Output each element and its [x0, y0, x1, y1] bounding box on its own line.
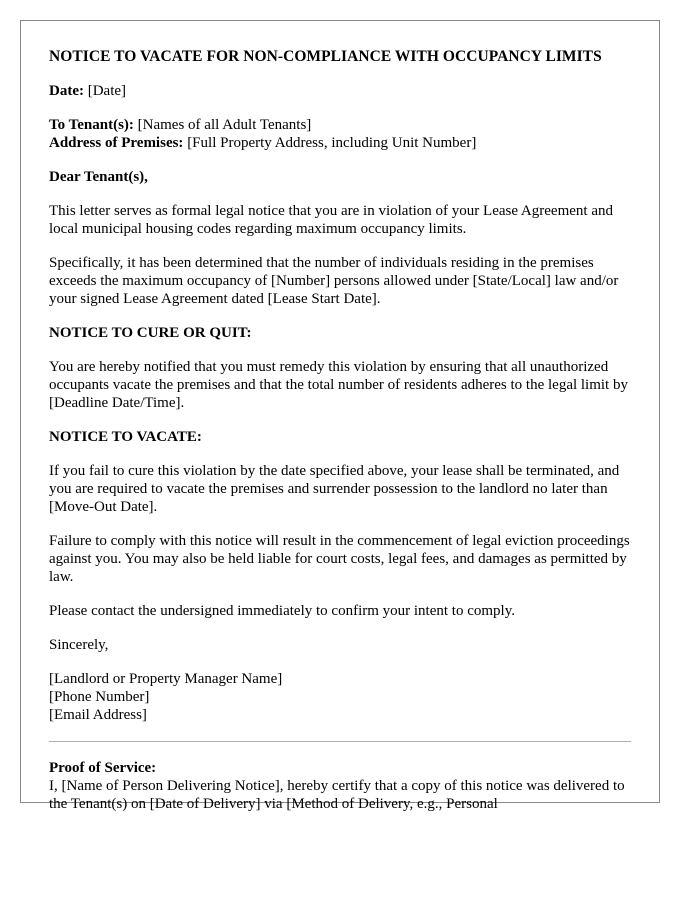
proof-text: I, [Name of Person Delivering Notice], hereby certify that a copy of this notice was delivered to the Tenant(s) on [Date of Delivery] via [Method of Delivery, e.g., Personal [49, 778, 625, 812]
document-title: NOTICE TO VACATE FOR NON-COMPLIANCE WITH OCCUPANCY LIMITS [49, 48, 602, 65]
section-divider [49, 741, 631, 742]
premises-label: Address of Premises: [49, 135, 184, 151]
signature-block [49, 670, 631, 724]
intro-paragraph: This letter serves as formal legal notice that you are in violation of your Lease Agreement and local municipal housing codes regarding maximum occupancy limits. [49, 203, 613, 237]
salutation: Dear Tenant(s), [49, 169, 148, 185]
failure-paragraph: Failure to comply with this notice will result in the commencement of legal eviction proceedings against you. You may also be held liable for court costs, legal fees, and damages as permitted by law. [49, 533, 630, 585]
premises-line [49, 134, 631, 152]
document-page [20, 20, 660, 812]
cure-paragraph: You are hereby notified that you must remedy this violation by ensuring that all unauthorized occupants vacate the premises and that the total number of residents adheres to the legal limit by [Deadline Date/Time]. [49, 359, 628, 411]
document-body [21, 21, 659, 813]
recipient-block [49, 116, 631, 152]
premises-value: [Full Property Address, including Unit Number] [187, 135, 477, 151]
signature-email: [Email Address] [49, 707, 147, 723]
vacate-heading: NOTICE TO VACATE: [49, 429, 202, 445]
signature-name: [Landlord or Property Manager Name] [49, 671, 283, 687]
proof-of-service [49, 759, 631, 813]
tenant-line [49, 116, 631, 134]
proof-heading: Proof of Service: [49, 760, 157, 776]
tenant-value: [Names of all Adult Tenants] [137, 117, 312, 133]
tenant-label: To Tenant(s): [49, 117, 134, 133]
vacate-paragraph: If you fail to cure this violation by the date specified above, your lease shall be terminated, and you are required to vacate the premises and surrender possession to the landlord no later than [Move-Out Date]. [49, 463, 620, 515]
specifics-paragraph: Specifically, it has been determined that the number of individuals residing in the premises exceeds the maximum occupancy of [Number] persons allowed under [State/Local] law and/or your signed Lease Agreement dated [Lease Start Date]. [49, 255, 619, 307]
date-line [49, 82, 631, 100]
date-value: [Date] [87, 83, 127, 99]
cure-heading: NOTICE TO CURE OR QUIT: [49, 325, 252, 341]
signature-phone: [Phone Number] [49, 689, 150, 705]
closing: Sincerely, [49, 637, 109, 653]
contact-paragraph: Please contact the undersigned immediately to confirm your intent to comply. [49, 603, 515, 619]
date-label: Date: [49, 83, 84, 99]
